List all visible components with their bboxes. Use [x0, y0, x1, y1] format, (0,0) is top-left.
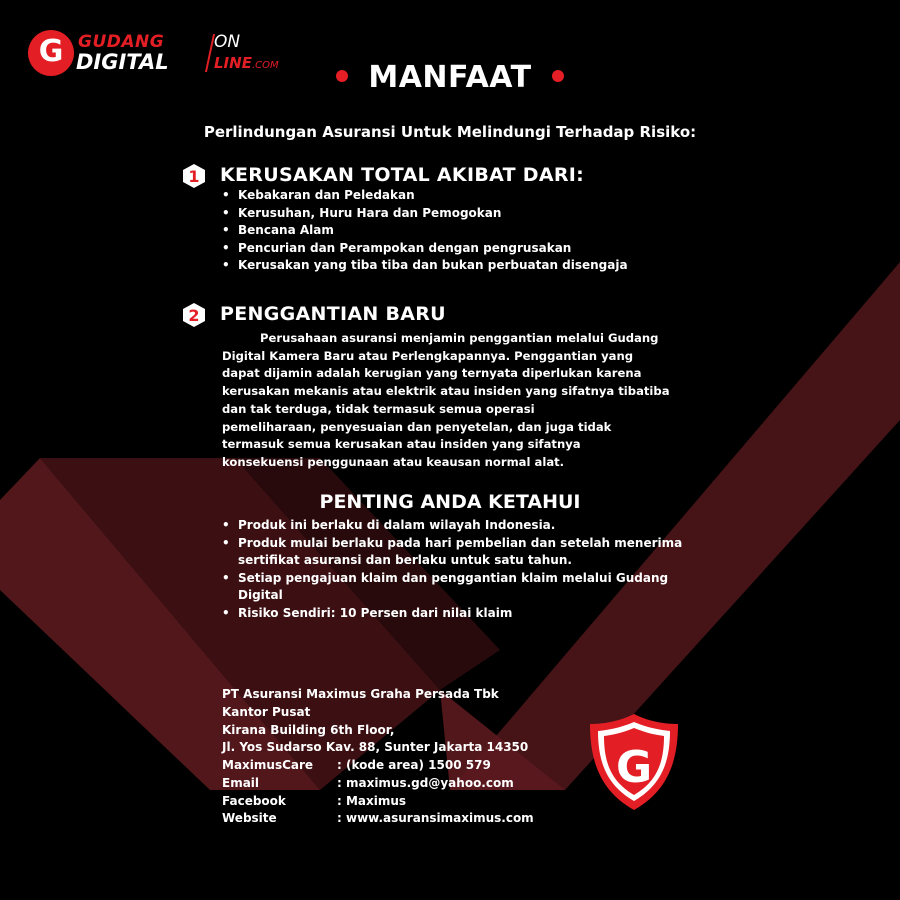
section1-item [222, 240, 628, 258]
penting-item-line: Digital [238, 588, 283, 603]
page-title: MANFAAT [368, 60, 532, 95]
bullet-icon: • [222, 240, 230, 255]
contact-row [222, 810, 534, 828]
logo-word-digital: DIGITAL [76, 50, 169, 74]
company-name: PT Asuransi Maximus Graha Persada Tbk [222, 687, 499, 701]
company-office: Kantor Pusat [222, 704, 311, 719]
bullet-icon: • [222, 518, 230, 532]
logo-com-text: .COM [251, 60, 279, 71]
title-row [0, 60, 900, 95]
penting-item-line: Produk ini berlaku di dalam wilayah Indonesia. [238, 518, 556, 532]
section1-item-text: Kerusakan yang tiba tiba dan bukan perbuatan disengaja [238, 258, 628, 273]
section1-list [222, 187, 628, 275]
section1-item-text: Pencurian dan Perampokan dengan pengrusakan [238, 240, 572, 255]
company-address: Jl. Yos Sudarso Kav. 88, Sunter Jakarta 14350 [222, 740, 529, 755]
contact-value: : www.asuransimaximus.com [337, 811, 534, 826]
section1-item [222, 187, 628, 205]
paragraph-line: kerusakan mekanis atau elektrik atau insiden yang sifatnya tibatiba [222, 384, 670, 399]
logo-letter: G [38, 34, 64, 69]
section1-heading: KERUSAKAN TOTAL AKIBAT DARI: [220, 164, 585, 186]
bullet-icon: • [222, 258, 230, 273]
contact-row [222, 757, 534, 775]
paragraph-line: Digital Kamera Baru atau Perlengkapannya. Penggantian yang [222, 348, 634, 363]
section1-number: 1 [188, 167, 200, 186]
paragraph-line: termasuk semua kerusakan atau insiden yang sifatnya [222, 437, 581, 452]
section1-item [222, 257, 628, 275]
bullet-icon: • [222, 223, 230, 238]
penting-item [222, 605, 682, 623]
red-dot-icon [336, 70, 348, 82]
company-building: Kirana Building 6th Floor, [222, 722, 395, 737]
paragraph-line: dapat dijamin adalah kerugian yang ternyata diperlukan karena [222, 366, 642, 381]
intro-text: Perlindungan Asuransi Untuk Melindungi Terhadap Risiko: [203, 123, 697, 141]
bullet-icon: • [222, 205, 230, 220]
section1-item [222, 222, 628, 240]
section1-item-text: Kerusuhan, Huru Hara dan Pemogokan [238, 205, 502, 220]
penting-heading [0, 491, 900, 513]
number-1-badge-icon [181, 163, 207, 189]
bullet-icon: • [222, 570, 230, 585]
section1-item-text: Bencana Alam [238, 223, 334, 238]
penting-item [222, 517, 682, 535]
contact-label: Facebook [222, 793, 286, 808]
contact-label: Website [222, 811, 277, 826]
paragraph-line: konsekuensi penggunaan atau keausan normal alat. [222, 454, 565, 469]
penting-item [222, 535, 682, 570]
logo-line-text: LINE [214, 54, 252, 72]
contact-label: Email [222, 775, 260, 790]
penting-item-line: Setiap pengajuan klaim dan penggantian klaim melalui Gudang [238, 570, 669, 585]
shield-g-emblem-icon [588, 712, 680, 812]
section2-number: 2 [188, 306, 200, 325]
contact-value: : (kode area) 1500 579 [337, 758, 491, 772]
paragraph-line: dan tak terduga, tidak termasuk semua operasi [222, 401, 535, 416]
paragraph-line: pemeliharaan, penyesuaian dan penyetelan, dan juga tidak [222, 419, 612, 434]
bullet-icon: • [222, 605, 230, 620]
section2-paragraph [222, 330, 677, 472]
number-2-badge-icon [181, 302, 207, 328]
section1-item-text: Kebakaran dan Peledakan [238, 188, 415, 202]
company-block [222, 686, 528, 757]
penting-item [222, 570, 682, 605]
bullet-icon: • [222, 535, 230, 550]
shield-letter: G [615, 742, 653, 793]
section2-heading: PENGGANTIAN BARU [220, 303, 446, 325]
contact-value: : maximus.gd@yahoo.com [337, 775, 514, 790]
section1-item [222, 205, 628, 223]
penting-item-line: Produk mulai berlaku pada hari pembelian dan setelah menerima [238, 535, 683, 550]
contact-row [222, 793, 534, 811]
logo-word-on: ON [214, 32, 241, 52]
penting-heading-text: PENTING ANDA KETAHUI [319, 491, 581, 513]
penting-item-line: sertifikat asuransi dan berlaku untuk satu tahun. [238, 553, 572, 568]
contact-label: MaximusCare [222, 758, 314, 772]
red-dot-icon [552, 70, 564, 82]
logo-word-gudang: GUDANG [78, 32, 165, 52]
contact-value: : Maximus [337, 793, 407, 808]
paragraph-line: Perusahaan asuransi menjamin penggantian melalui Gudang [260, 331, 659, 345]
contacts-block [222, 757, 534, 828]
penting-list [222, 517, 682, 623]
penting-item-line: Risiko Sendiri: 10 Persen dari nilai klaim [238, 605, 513, 620]
contact-row [222, 775, 534, 793]
bullet-icon: • [222, 188, 230, 202]
